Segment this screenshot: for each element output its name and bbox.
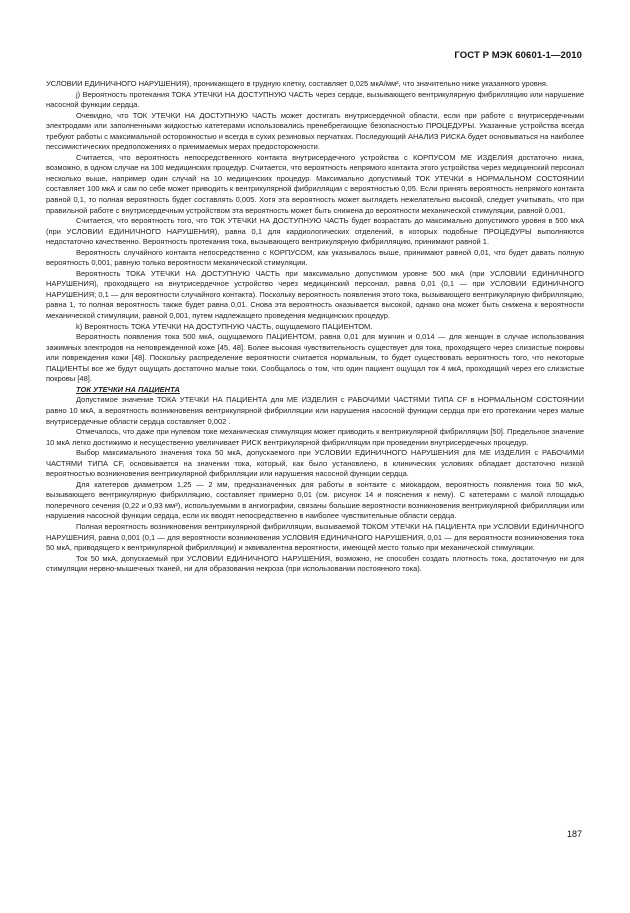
standard-designation: ГОСТ Р МЭК 60601-1—2010 [454,50,582,61]
list-item-j: j) Вероятность протекания ТОКА УТЕЧКИ НА ДОСТУПНУЮ ЧАСТЬ через сердце, вызывающего вентрикулярную фибрилляцию или нарушение насосной функции сердца. [46,89,584,110]
body-text [46,79,584,575]
paragraph: Отмечалось, что даже при нулевом токе механическая стимуляция может приводить к вентрикулярной фибрилляции [50]. Предельное значение 10 мкА легко достижимо и несущественно увеличивает РИСК вентрикулярной фибрилляции при проведении внутрисердечных процедур. [46,427,584,447]
paragraph: Считается, что вероятность непосредственного контакта внутрисердечного устройства с КОРПУСОМ МЕ ИЗДЕЛИЯ достаточно низка, возможно, в одном случае на 100 медицинских процедур. Считается, что вероятность непрямого контакта этого устройства через медицинский персонал несколько выше, например один случай на 10 медицинских процедур. Максимально допустимый ТОК УТЕЧКИ в НОРМАЛЬНОМ СОСТОЯНИИ составляет 100 мкА и сам по себе может приводить к вентрикулярной фибрилляции с вероятностью 0,05. Если принять вероятность непрямого контакта равной 0,1, то полная вероятность будет составлять 0,005. Хотя эта вероятность может выглядеть нежелательно высокой, следует учитывать, что при правильной работе с внутрисердечным устройством эта вероятность может быть снижена до вероятности механической стимуляции, равной 0,001. [46,152,584,215]
paragraph: Ток 50 мкА, допускаемый при УСЛОВИИ ЕДИНИЧНОГО НАРУШЕНИЯ, возможно, не способен создать плотность тока, достаточную ни для стимуляции нервно-мышечных тканей, ни для образования некроза (при использовании постоянного тока). [46,553,584,574]
paragraph: Полная вероятность возникновения вентрикулярной фибрилляции, вызываемой ТОКОМ УТЕЧКИ НА ПАЦИЕНТА при УСЛОВИИ ЕДИНИЧНОГО НАРУШЕНИЯ, равна 0,001 (0,1 — для вероятности возникновения УСЛОВИЯ ЕДИНИЧНОГО НАРУШЕНИЯ, 0,01 — для вероятности возникновения тока 50 мкА, приводящего к вентрикулярной фибрилляции) и эквивалентна вероятности, имеющей место только при механической стимуляции. [46,521,584,553]
paragraph: Вероятность случайного контакта непосредственно с КОРПУСОМ, как указывалось выше, принимают равной 0,01, что будет давать полную вероятность 0,001, равную только вероятности механической стимуляции. [46,247,584,268]
page-number: 187 [566,829,582,839]
paragraph: УСЛОВИИ ЕДИНИЧНОГО НАРУШЕНИЯ), проникающего в грудную клетку, составляет 0,025 мкА/мм², что значительно ниже указанного уровня. [46,79,549,88]
paragraph: Вероятность ТОКА УТЕЧКИ НА ДОСТУПНУЮ ЧАСТЬ при максимально допустимом уровне 500 мкА (при УСЛОВИИ ЕДИНИЧНОГО НАРУШЕНИЯ), проходящего на внутрисердечное устройство через медицинский персонал, равна 0,01 (0,1 — при УСЛОВИИ ЕДИНИЧНОГО НАРУШЕНИЯ; 0,1 — для вероятности случайного контакта). Поскольку вероятность появления этого тока, вызывающего вентрикулярную фибрилляцию, равна 1, то полная вероятность также будет равна 0,01. Снова эта вероятность оказывается высокой, однако она может быть снижена к вероятности механической стимуляции, равной 0,001, путем надлежащего проведения медицинских процедур. [46,268,584,321]
paragraph: Вероятность появления тока 500 мкА, ощущаемого ПАЦИЕНТОМ, равна 0,01 для мужчин и 0,014 — для женщин в случае использования зажимных электродов на неповрежденной коже [45, 48]. Более высокая чувствительность существует для тока, проходящего через слизистые покровы или повреждения кожи [48]. Поскольку распределение вероятности считается нормальным, то будет существовать вероятность того, что некоторые ПАЦИЕНТЫ все же будут ощущать достаточно малые токи. Сообщалось о том, что один пациент ощущал ток 4 мкА, проходящий через его слизистые покровы [48]. [46,332,584,384]
paragraph: Выбор максимального значения тока 50 мкА, допускаемого при УСЛОВИИ ЕДИНИЧНОГО НАРУШЕНИЯ для МЕ ИЗДЕЛИЯ с РАБОЧИМИ ЧАСТЯМИ ТИПА CF, основывается на значении тока, который, как было установлено, в клинических условиях обладает достаточно низкой вероятностью возникновения вентрикулярной фибрилляции или нарушения насосной функции сердца. [46,448,584,479]
list-item-k: k) Вероятность ТОКА УТЕЧКИ НА ДОСТУПНУЮ ЧАСТЬ, ощущаемого ПАЦИЕНТОМ. [76,321,373,331]
paragraph: Очевидно, что ТОК УТЕЧКИ НА ДОСТУПНУЮ ЧАСТЬ может достигать внутрисердечной области, если при работе с внутрисердечными электродами или заполненными жидкостью катетерами использовались пренебрегающие безопасностью ПРОЦЕДУРЫ. Указанные устройства всегда требуют работы с максимальной осторожностью и всегда в сухих резиновых перчатках. Последующий АНАЛИЗ РИСКА будет основываться на наиболее пессимистических предположениях о принимаемых мерах предосторожности. [46,110,584,152]
paragraph: Допустимое значение ТОКА УТЕЧКИ НА ПАЦИЕНТА для МЕ ИЗДЕЛИЯ с РАБОЧИМИ ЧАСТЯМИ ТИПА CF в НОРМАЛЬНОМ СОСТОЯНИИ равно 10 мкА, а вероятность возникновения вентрикулярной фибрилляции или нарушения насосной функции сердца при его протекании через малые внутрисердечные области сердца составляет 0,002 . [46,395,584,426]
section-heading: ТОК УТЕЧКИ НА ПАЦИЕНТА [76,384,180,394]
paragraph: Считается, что вероятность того, что ТОК УТЕЧКИ НА ДОСТУПНУЮ ЧАСТЬ будет возрастать до максимально допустимого уровня в 500 мкА (при УСЛОВИИ ЕДИНИЧНОГО НАРУШЕНИЯ), равна 0,1 для кардиологических отделений, в которых подобные ПРОЦЕДУРЫ выполняются недостаточно качественно. Вероятность протекания тока, вызывающего вентрикулярную фибрилляцию, принимают равной 1. [46,216,584,247]
paragraph: Для катетеров диаметром 1,25 — 2 мм, предназначенных для работы в контакте с миокардом, вероятность появления тока 50 мкА, вызывающего вентрикулярную фибрилляцию, составляет примерно 0,01 (см. рисунок 14 и пояснения к нему). С катетерами с малой площадью поперечного сечения (0,22 и 0,93 мм²), используемыми в ангиографии, связаны большие вероятности возникновения вентрикулярной фибрилляции или нарушения насосной функции сердца, если их вводят непосредственно в наиболее чувствительные области сердца. [46,479,584,521]
